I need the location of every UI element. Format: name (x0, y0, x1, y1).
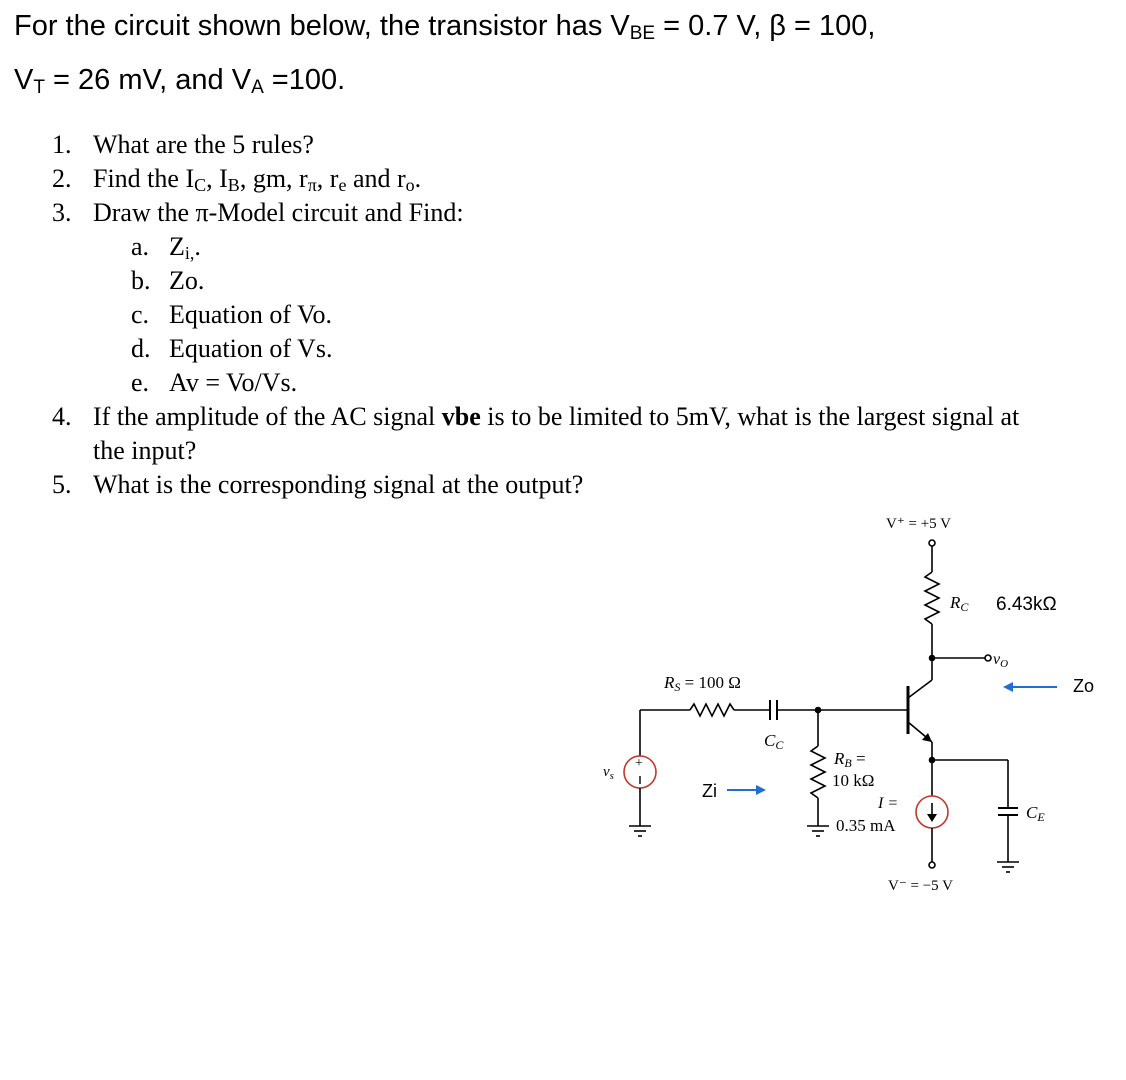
question-number: 4. (52, 402, 72, 431)
subitem-letter: b. (131, 266, 151, 295)
va-value: =100. (263, 64, 346, 96)
q2-text: Find the I (93, 164, 195, 193)
i-value: 0.35 mA (836, 816, 896, 835)
subitem-b (131, 264, 1052, 298)
cc-label: CC (764, 731, 784, 752)
problem-statement-line1 (14, 8, 875, 44)
vt-symbol: V (14, 64, 34, 96)
question-4 (52, 400, 1052, 468)
question-list (52, 128, 1052, 502)
question-3 (52, 196, 1052, 400)
vt-subscript: T (33, 77, 45, 98)
question-text: What is the corresponding signal at the output? (93, 470, 584, 499)
vplus-terminal (929, 540, 935, 546)
vbe-subscript: BE (629, 23, 656, 44)
q2-text: , r (316, 164, 339, 193)
question-1 (52, 128, 1052, 162)
ic-subscript: C (194, 175, 207, 195)
rb-value: 10 kΩ (832, 771, 875, 790)
question-number: 5. (52, 470, 72, 499)
plus-sign: + (635, 756, 643, 771)
subitem-d (131, 332, 1052, 366)
zi-label: Zi (702, 781, 717, 801)
rb-resistor (811, 746, 825, 798)
ib-subscript: B (227, 175, 240, 195)
vplus-label: V⁺ = +5 V (886, 516, 951, 532)
va-subscript: A (251, 77, 264, 98)
zo-arrowhead (1003, 682, 1013, 692)
subitem-text: Av = Vo/Vs. (169, 368, 298, 397)
subitem-text: Zo. (169, 266, 205, 295)
subitem-letter: c. (131, 300, 150, 329)
rs-label: RS = 100 Ω (664, 673, 741, 694)
ce-label: CE (1026, 803, 1045, 824)
circuit-diagram (590, 505, 1110, 905)
vbe-bold: vbe (441, 402, 481, 431)
i-label: I = (878, 795, 899, 812)
q2-text: . (414, 164, 422, 193)
q2-text: , gm, r (239, 164, 308, 193)
question-3-subitems (93, 230, 1052, 400)
subitem-letter: d. (131, 334, 151, 363)
vminus-terminal (929, 862, 935, 868)
zi-arrowhead (756, 785, 766, 795)
question-text: is to be limited to 5mV, what is the largest signal at the input? (93, 402, 1020, 465)
subitem-text: Z (169, 232, 185, 261)
vt-value: = 26 mV, and V (44, 64, 252, 96)
rb-label: RB = (834, 749, 866, 770)
header-text: For the circuit shown below, the transistor has V (14, 10, 630, 42)
current-arrowhead (927, 814, 937, 822)
zi-subscript: i, (184, 243, 195, 263)
question-text: Draw the π-Model circuit and Find: (93, 198, 464, 227)
q2-text: , I (206, 164, 228, 193)
rc-label: RC (950, 593, 969, 614)
zo-label: Zo (1073, 676, 1095, 696)
rpi-subscript: π (307, 175, 317, 195)
vminus-label: V⁻ = −5 V (888, 878, 953, 894)
problem-statement-line2 (14, 62, 345, 98)
subitem-text: . (194, 232, 201, 261)
subitem-e (131, 366, 1052, 400)
question-text: What are the 5 rules? (93, 130, 314, 159)
subitem-letter: a. (131, 232, 150, 261)
subitem-text: Equation of Vo. (169, 300, 332, 329)
re-subscript: e (338, 175, 347, 195)
question-number: 3. (52, 198, 72, 227)
transistor-collector (908, 680, 932, 698)
rc-value: 6.43kΩ (996, 594, 1057, 615)
vs-label: $v_s$ (603, 764, 614, 782)
subitem-letter: e. (131, 368, 150, 397)
vo-terminal (985, 655, 991, 661)
rs-resistor (690, 704, 734, 716)
question-2 (52, 162, 1052, 196)
question-text: If the amplitude of the AC signal (93, 402, 442, 431)
question-number: 1. (52, 130, 72, 159)
subitem-text: Equation of Vs. (169, 334, 333, 363)
subitem-c (131, 298, 1052, 332)
question-number: 2. (52, 164, 72, 193)
ro-subscript: o (405, 175, 415, 195)
q2-text: and r (346, 164, 406, 193)
question-5 (52, 468, 1052, 502)
subitem-a (131, 230, 1052, 264)
rc-resistor (925, 572, 939, 624)
vo-label: vO (993, 651, 1009, 670)
vbe-value: = 0.7 V, β = 100, (655, 10, 876, 42)
